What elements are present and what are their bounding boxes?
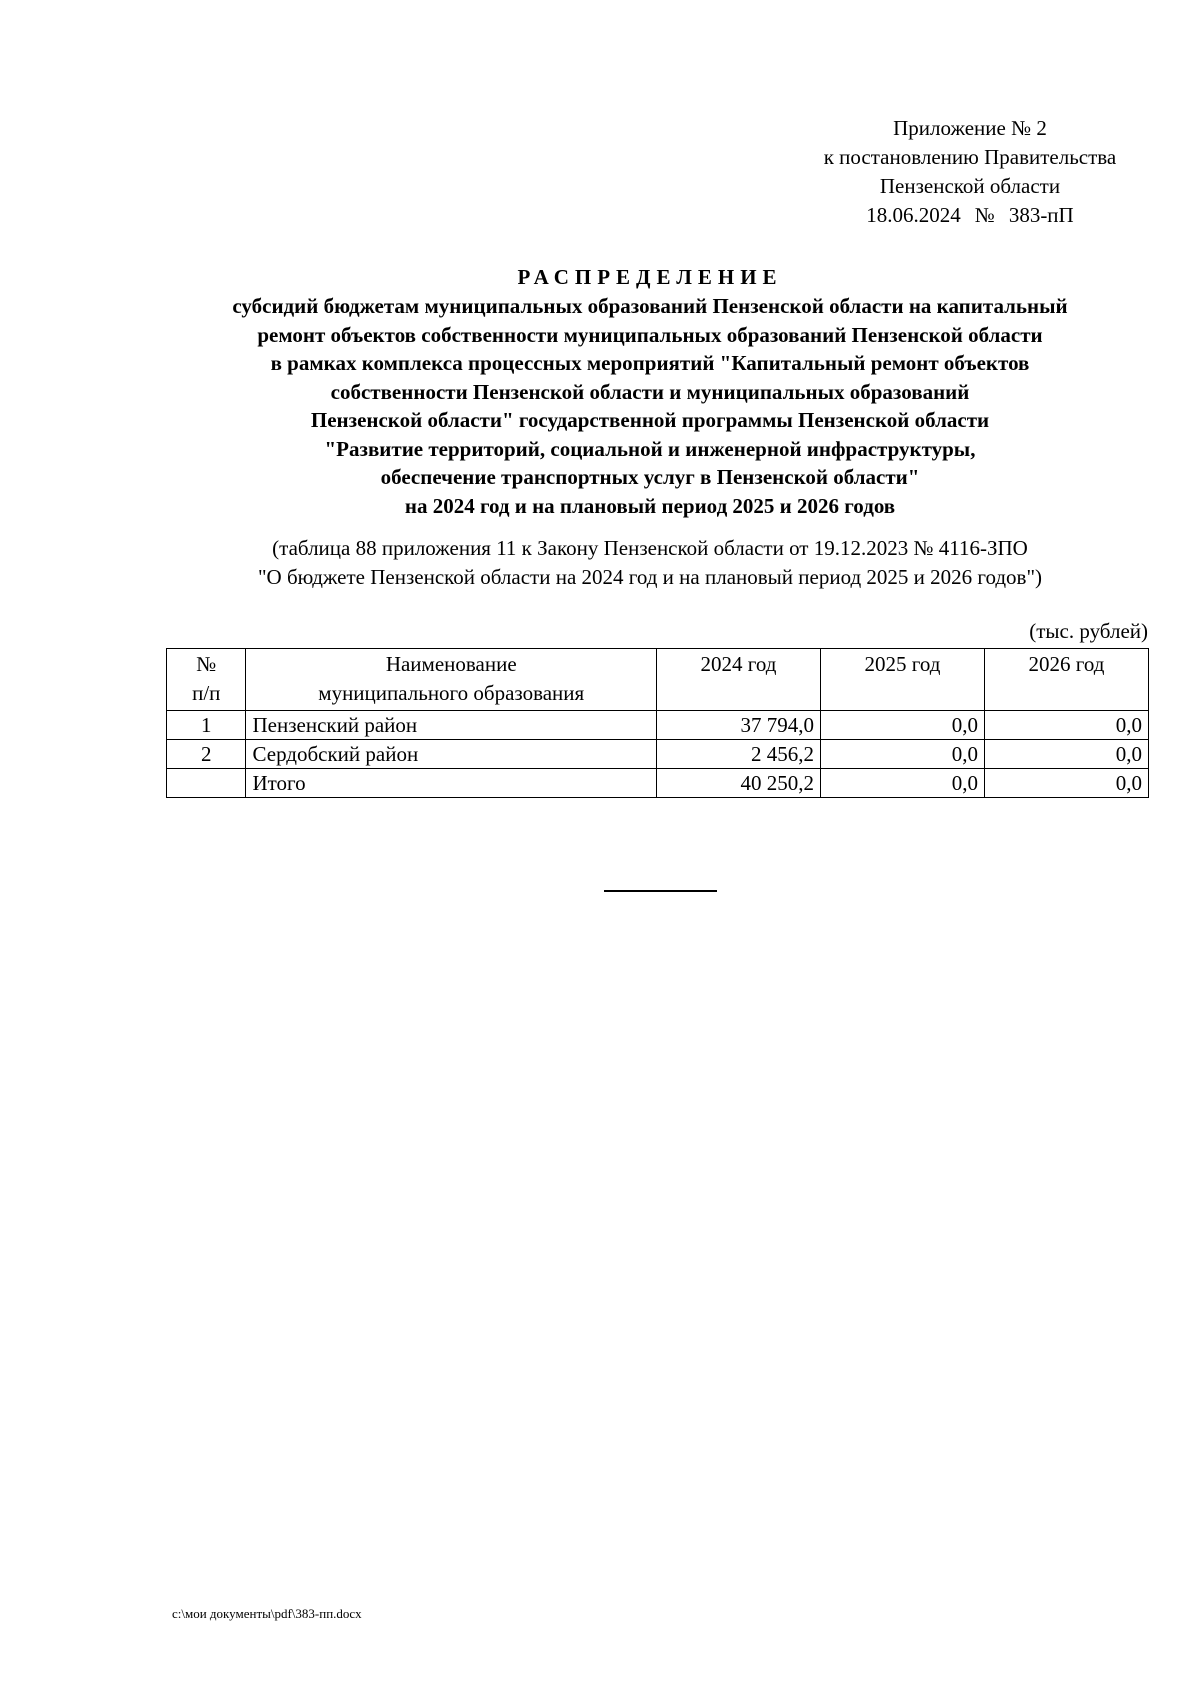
number-sign: № xyxy=(974,203,995,227)
header-2024: 2024 год xyxy=(656,649,820,711)
region-name: Пензенской области xyxy=(879,174,1061,198)
row-value-2024: 37 794,0 xyxy=(656,711,820,740)
table-row xyxy=(167,740,1149,769)
distribution-table xyxy=(166,648,1149,798)
table-header-row xyxy=(167,649,1149,711)
appendix-number: Приложение № 2 xyxy=(893,116,1047,140)
law-reference xyxy=(150,534,1150,592)
subtitle-line: собственности Пензенской области и муниципальных образований xyxy=(330,379,970,404)
row-municipality: Пензенский район xyxy=(246,711,657,740)
row-number: 2 xyxy=(167,740,246,769)
subtitle-line: Пензенской области" государственной программы Пензенской области xyxy=(310,408,990,432)
row-value-2025: 0,0 xyxy=(820,740,984,769)
subtitle-line: ремонт объектов собственности муниципальных образований Пензенской области xyxy=(257,322,1043,347)
subtitle-line: на 2024 год и на плановый период 2025 и 2026 годов xyxy=(404,493,896,518)
document-title: РАСПРЕДЕЛЕНИЕ xyxy=(517,265,783,289)
footer-file-path: c:\мои документы\pdf\383-пп.docx xyxy=(172,1606,362,1621)
row-value-2024: 2 456,2 xyxy=(656,740,820,769)
header-2025: 2025 год xyxy=(820,649,984,711)
resolution-date-number xyxy=(790,201,1150,230)
row-value-2025: 0,0 xyxy=(820,711,984,740)
law-reference-line: "О бюджете Пензенской области на 2024 год и на плановый период 2025 и 2026 годов") xyxy=(257,565,1043,589)
subtitle-line: в рамках комплекса процессных мероприятий "Капитальный ремонт объектов xyxy=(270,351,1030,375)
row-number: 1 xyxy=(167,711,246,740)
resolution-date: 18.06.2024 xyxy=(866,203,961,227)
resolution-reference: к постановлению Правительства xyxy=(823,145,1117,169)
law-reference-line: (таблица 88 приложения 11 к Закону Пензенской области от 19.12.2023 № 4116-ЗПО xyxy=(272,536,1028,560)
row-value-2024: 40 250,2 xyxy=(656,769,820,798)
row-municipality: Итого xyxy=(246,769,657,798)
subtitle-line: субсидий бюджетам муниципальных образований Пензенской области на капитальный xyxy=(232,294,1068,318)
document-heading xyxy=(150,263,1150,520)
header-2026: 2026 год xyxy=(984,649,1148,711)
table-row xyxy=(167,711,1149,740)
row-number xyxy=(167,769,246,798)
subtitle-line: обеспечение транспортных услуг в Пензенской области" xyxy=(380,465,920,489)
end-divider xyxy=(604,890,717,892)
header-number: № п/п xyxy=(167,649,246,711)
subtitle-line: "Развитие территорий, социальной и инженерной инфраструктуры, xyxy=(324,436,976,461)
row-value-2026: 0,0 xyxy=(984,740,1148,769)
row-value-2026: 0,0 xyxy=(984,711,1148,740)
resolution-number: 383-пП xyxy=(1008,203,1074,227)
row-value-2026: 0,0 xyxy=(984,769,1148,798)
document-subtitle xyxy=(150,292,1150,520)
table-total-row xyxy=(167,769,1149,798)
row-municipality: Сердобский район xyxy=(246,740,657,769)
header-municipality: Наименование муниципального образования xyxy=(246,649,657,711)
row-value-2025: 0,0 xyxy=(820,769,984,798)
units-label: (тыс. рублей) xyxy=(1029,619,1148,643)
approval-block xyxy=(790,114,1150,230)
